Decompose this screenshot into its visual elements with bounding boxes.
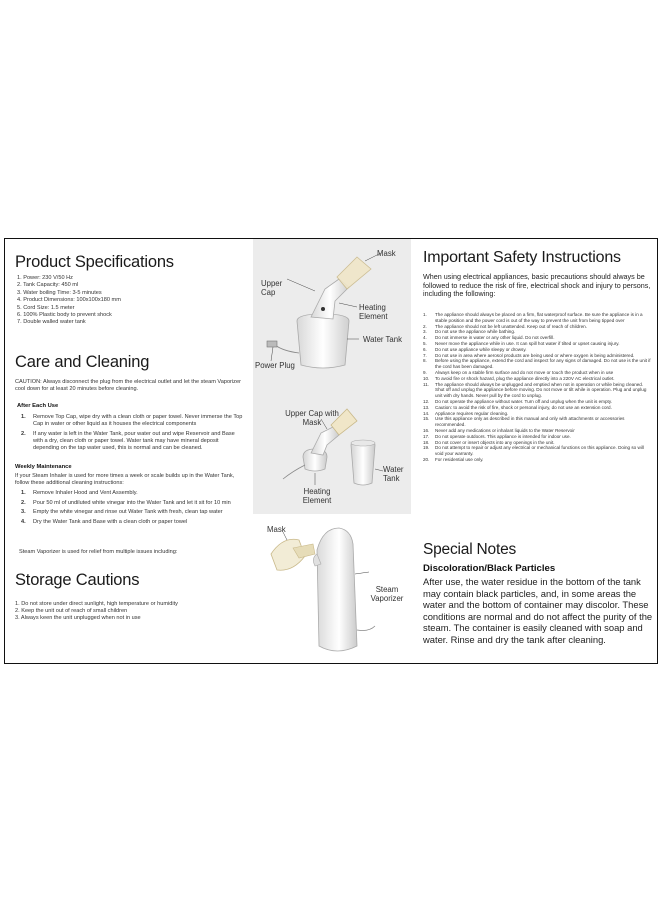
safety-item: 15. Use this appliance only as described in this manual and only with attachments or accessories recommended. (423, 416, 625, 428)
storage-item: 1. Do not store under direct sunlight, high temperature or humidity (15, 601, 178, 607)
label-heating-element: Heating Element (359, 303, 388, 321)
safety-item: 16. Never add any medications or inhalant liquids to the Water Reservoir (423, 427, 575, 433)
safety-item: 10. To avoid fire or shock hazard, plug the appliance directly into a 220V AC electrical outlet. (423, 375, 615, 381)
safety-item: 18. Do not cover or insert objects into any openings in the unit. (423, 439, 555, 445)
spec-item: 3. Water boiling Time: 3-5 minutes (17, 289, 102, 296)
product-specs-title: Product Specifications (15, 253, 174, 271)
diagram-column (253, 239, 411, 663)
storage-item: 2. Keep the unit out of reach of small children (15, 608, 128, 614)
list-item: 2. Pour 50 ml of undiluted white vinegar into the Water Tank and let it sit for 10 min (21, 499, 231, 506)
safety-item: 8. Before using the appliance, extend the cord and inspect for any signs of damaged. Do not use is the unit if the cord has been damaged. (423, 358, 651, 370)
label-steam-vaporizer: Steam Vaporizer (370, 585, 404, 603)
safety-item: 3. Do not use the appliance while bathing. (423, 329, 516, 335)
list-item: 1. Remove Top Cap, wipe dry with a clean cloth or paper towel. Never immerse the Top Cap in water or other liquid as it houses the electrical components (21, 414, 243, 427)
safety-item: 1. The appliance should always be placed on a firm, flat waterproof surface. Be sure the appliance is in a stable position and the power cord is out of the way to prevent the unit from being tipped over (423, 312, 643, 323)
label-power-plug: Power Plug (255, 361, 295, 370)
label-water-tank-2: Water Tank (383, 465, 404, 483)
care-caution: CAUTION: Always disconnect the plug from the electrical outlet and let the steam Vaporizer cool down for at least 20 minutes before cleaning. (15, 379, 241, 392)
storage-item: 3. Always keen the unit unplugged when not in use (15, 615, 141, 621)
spec-item: 4. Product Dimensions: 100x100x180 mm (17, 297, 121, 304)
safety-item: 11. The appliance should always be unplugged and emptied when not in operation or while being cleaned. Shut off and unplug the appliance before moving. Do not move or tilt while in operation. Plug and unplug unit with dry hands. Never pull by the cord to unplug. (423, 381, 647, 399)
spec-item: 5. Cord Size: 1.5 meter (17, 304, 75, 311)
weekly-list (17, 490, 249, 528)
spec-item: 1. Power: 230 V/50 Hz (17, 275, 73, 281)
safety-item: 7. Do not use in area where aerosol products are being used or where oxygen is being administered. (423, 352, 635, 358)
spec-list (17, 275, 121, 327)
label-mask: Mask (377, 249, 396, 258)
care-title: Care and Cleaning (15, 353, 150, 371)
instruction-sheet (4, 238, 658, 664)
safety-item: 12. Do not operate the appliance without water. Turn off and unplug when the unit is empty. (423, 398, 613, 404)
safety-item: 14. Appliance requires regular cleaning. (423, 410, 509, 416)
label-heating-element-2: Heating Element (302, 487, 332, 505)
spec-item: 6. 100% Plastic body to prevent shock (17, 312, 112, 319)
special-notes-title: Special Notes (423, 541, 517, 558)
label-water-tank: Water Tank (363, 335, 402, 344)
spec-item: 2. Tank Capacity: 450 ml (17, 282, 79, 289)
list-item: 4. Dry the Water Tank and Base with a clean cloth or paper towel (21, 518, 188, 525)
safety-list (423, 312, 651, 463)
safety-intro: When using electrical appliances, basic precautions should always be followed to reduce the risk of fire, electrical shock and injury to persons, including the following: (423, 272, 651, 299)
storage-title: Storage Cautions (15, 571, 140, 589)
safety-item: 2. The appliance should not be left unattended. Keep out of reach of children. (423, 323, 587, 329)
list-item: 1. Remove Inhaler Hood and Vent Assembly. (21, 490, 138, 496)
safety-item: 5. Never move the appliance while in use. It can spill hot water if tilted or upset causing injury. (423, 340, 620, 346)
safety-item: 19. Do not attempt to repair or adjust any electrical or mechanical functions on this appliance. Doing so will void your warranty. (423, 445, 644, 457)
safety-item: 6. Do not use appliance while sleepy or drowsy. (423, 346, 527, 352)
spec-item: 7. Double walled water tank (17, 319, 86, 326)
left-column (5, 239, 251, 663)
safety-item: 17. Do not operate outdoors. This appliance is intended for indoor use. (423, 433, 571, 439)
after-each-use-heading: After Each Use (17, 403, 59, 409)
label-upper-cap: Upper Cap (261, 279, 283, 297)
safety-item: 9. Always keep on a stable firm surface and do not move or touch the product when in use (423, 369, 614, 375)
safety-title: Important Safety Instructions (423, 249, 621, 266)
weekly-heading: Weekly Maintenance (15, 464, 72, 470)
safety-item: 13. Caution: to avoid the risk of fire, shock or personal injury, do not use an extension cord. (423, 404, 612, 410)
list-item: 2. If any water is left in the Water Tank, pour water out and wipe Reservoir and Base with a dry, clean cloth or paper towel. Water tank may have mineral deposit depending on the tap water used, this is normal and can be cleaned. (21, 430, 235, 451)
list-item: 3. Empty the white vinegar and rinse out Water Tank with fresh, clean tap water (21, 509, 223, 515)
special-notes-subtitle: Discoloration/Black Particles (423, 563, 556, 574)
label-upper-cap-with-mask: Upper Cap with Mask (285, 409, 339, 427)
weekly-intro: If your Steam Inhaler is used for more times a week or scale builds up in the Water Tank, follow these additional cleaning instructions: (15, 473, 235, 486)
after-each-use-list (17, 414, 245, 454)
safety-item: 4. Do not immerse in water or any other liquid. Do not overfill. (423, 335, 555, 341)
right-column (413, 239, 657, 663)
special-notes-body: After use, the water residue in the bottom of the tank may contain black particles, and, in some areas the water and the bottom of container may discolor. These conditions are normal and do not affect the purity of the steam. The container is easily cleaned with soap and water. Rinse and dry the tank after cleaning. (423, 576, 653, 645)
storage-list (15, 601, 245, 622)
safety-item: 20. For residential use only. (423, 456, 484, 462)
care-note: Steam Vaporizer is used for relief from multiple issues including: (19, 549, 178, 555)
label-mask-3: Mask (267, 525, 286, 534)
